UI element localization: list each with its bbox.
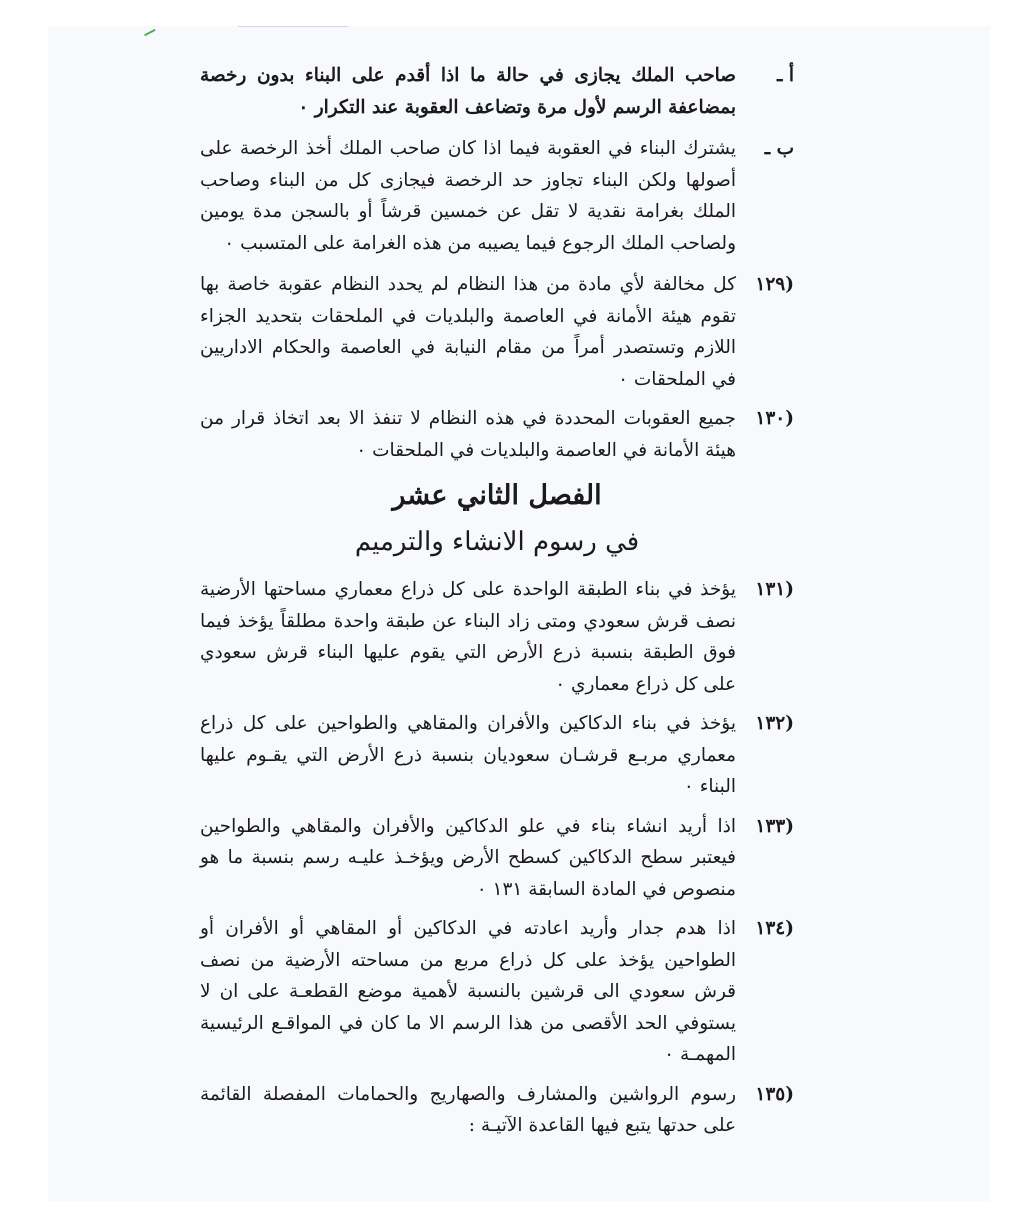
article-135: [200, 1079, 794, 1142]
article-133: [200, 811, 794, 906]
article-131: [200, 574, 794, 700]
clause-text: صاحب الملك يجازى في حالة ما اذا أقدم على البناء بدون رخصة بمضاعفة الرسم لأول مرة وتضاعف العقوبة عند التكرار ٠: [200, 65, 736, 118]
article-text: جميع العقوبات المحددة في هذه النظام لا تنفذ الا بعد اتخاذ قرار من هيئة الأمانة في العاصمة والبلديات في الملحقات ٠: [200, 408, 736, 461]
chapter-title: الفصل الثاني عشر: [392, 480, 602, 511]
article-text: رسوم الرواشين والمشارف والصهاريج والحمامات المفصلة القائمة على حدتها يتبع فيها القاعدة الآتيـة :: [200, 1083, 736, 1136]
article-text: اذا هدم جدار وأريد اعادته في الدكاكين أو المقاهي أو الأفران أو الطواحين يؤخذ على كل ذراع مربع من مساحته الأرضية من نصف قرش سعودي الى قرشين بالنسبة لأهمية موضع القطعـة على ان لا يستوفي الحد الأقصى من هذا الرسم الا ما كان في المواقـع الرئيسية المهمـة ٠: [200, 918, 736, 1065]
article-text: اذا أريد انشاء بناء في علو الدكاكين والأفران والمقاهي والطواحين فيعتبر سطح الدكاكين كسطح الأرض ويؤخـذ عليـه رسم بنسبة ما هو منصوص في المادة السابقة ١٣١ ٠: [200, 815, 736, 900]
article-number: (١٣٢: [755, 713, 794, 734]
article-number: (١٣٠: [755, 408, 794, 429]
article-132: [200, 708, 794, 803]
clause-marker: ب ـ: [764, 138, 794, 159]
top-rule: [238, 26, 348, 27]
chapter-subtitle: في رسوم الانشاء والترميم: [354, 527, 640, 557]
article-129: [200, 269, 794, 395]
article-number: (١٣٥: [755, 1083, 794, 1105]
clause-marker: أ ـ: [776, 65, 794, 86]
article-text: يؤخذ في بناء الدكاكين والأفران والمقاهي والطواحين على كل ذراع معماري مربـع قرشـان سعوديان بنسبة ذرع الأرض التي يقـوم عليها البناء ٠: [200, 713, 736, 797]
clause-a: [200, 60, 794, 123]
article-134: [200, 913, 794, 1071]
article-text: كل مخالفة لأي مادة من هذا النظام لم يحدد النظام عقوبة خاصة بها تقوم هيئة الأمانة في العاصمة والبلديات في الملحقات بتحديد الجزاء اللازم وتستصدر أمراً من مقام النيابة في العاصمة والحكام الاداريين في الملحقات ٠: [200, 274, 736, 390]
article-text: يؤخذ في بناء الطبقة الواحدة على كل ذراع معماري مساحتها الأرضية نصف قرش سعودي ومتى زاد البناء عن طبقة واحدة مطلقاً يؤخذ فيما فوق الطبقة بنسبة ذرع الأرض التي يقوم عليها البناء قرش سعودي على كل ذراع معماري ٠: [200, 579, 736, 695]
article-130: [200, 403, 794, 466]
article-number: (١٣١: [755, 579, 794, 600]
clause-b: [200, 133, 794, 259]
document-body: [200, 60, 794, 1150]
article-number: (١٢٩: [755, 274, 794, 295]
article-number: (١٣٤: [755, 918, 794, 939]
clause-text: يشترك البناء في العقوبة فيما اذا كان صاحب الملك أخذ الرخصة على أصولها ولكن البناء تجاوز حد الرخصة فيجازى كل من البناء وصاحب الملك بغرامة نقدية لا تقل عن خمسين قرشاً أو بالسجن مدة يومين ولصاحب الملك الرجوع فيما يصيبه من هذه الغرامة على المتسبب ٠: [200, 138, 736, 254]
corner-mark: [140, 22, 155, 36]
article-number: (١٣٣: [755, 815, 794, 837]
